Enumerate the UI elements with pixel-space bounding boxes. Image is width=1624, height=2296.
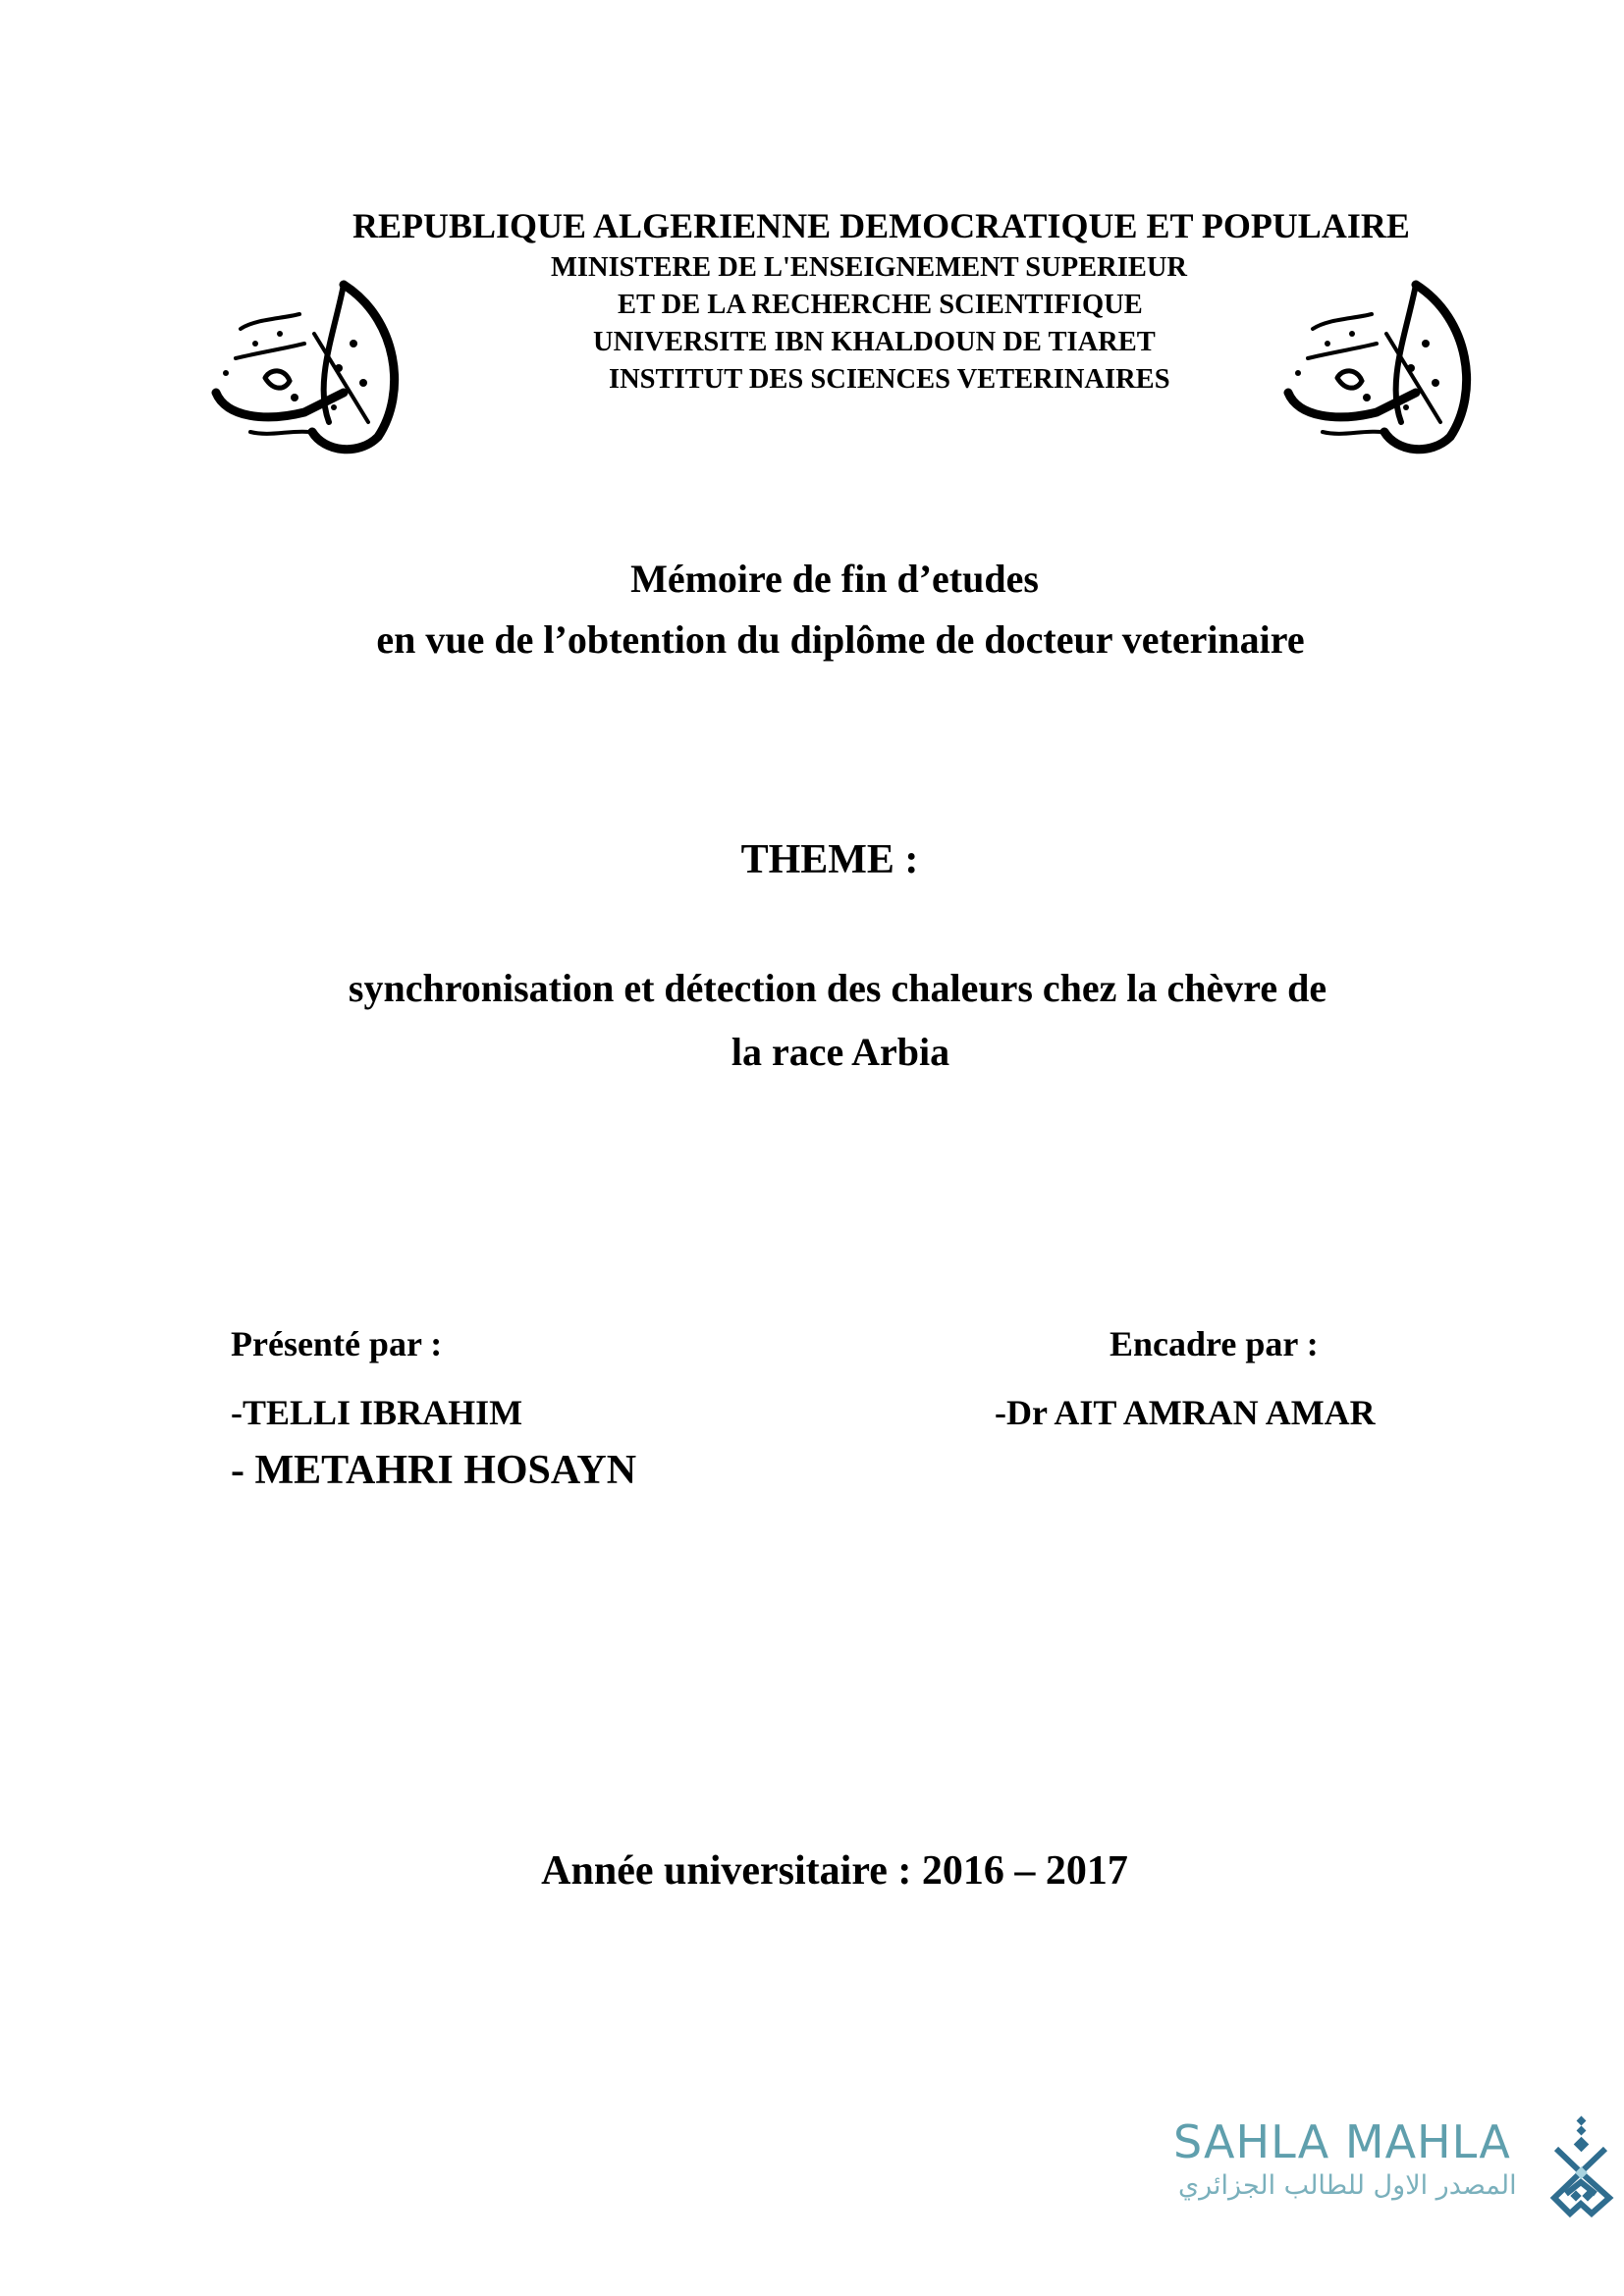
sahla-mahla-emblem-icon [1548,2115,1615,2223]
university-name: UNIVERSITE IBN KHALDOUN DE TIARET [593,327,1156,357]
theme-label: THEME : [740,837,919,882]
presented-by-label: Présenté par : [231,1324,443,1363]
supervised-by-label: Encadre par : [1110,1324,1319,1363]
thesis-title-line-1: Mémoire de fin d’etudes [630,557,1039,601]
student-name: - METAHRI HOSAYN [231,1448,637,1493]
student-name: -TELLI IBRAHIM [231,1393,523,1432]
sahla-mahla-watermark [1173,2115,1624,2223]
supervisor-name: -Dr AIT AMRAN AMAR [995,1393,1376,1432]
academic-year: Année universitaire : 2016 – 2017 [541,1848,1128,1894]
ministry-line-2: ET DE LA RECHERCHE SCIENTIFIQUE [618,290,1143,320]
institute-name: INSTITUT DES SCIENCES VETERINAIRES [609,364,1170,395]
thesis-title-line-2: en vue de l’obtention du diplôme de docteur veterinaire [376,617,1305,662]
university-logo-right [1269,275,1480,456]
university-logo-left [196,275,407,456]
theme-subject-line-1: synchronisation et détection des chaleurs chez la chèvre de [348,966,1327,1010]
watermark-tagline: المصدر الاول للطالب الجزائري [1178,2170,1517,2201]
theme-subject-line-2: la race Arbia [731,1030,950,1074]
watermark-brand-name: SAHLA MAHLA [1173,2115,1511,2168]
ministry-line-1: MINISTERE DE L'ENSEIGNEMENT SUPERIEUR [551,252,1187,283]
republic-heading: REPUBLIQUE ALGERIENNE DEMOCRATIQUE ET POPULAIRE [352,206,1410,245]
